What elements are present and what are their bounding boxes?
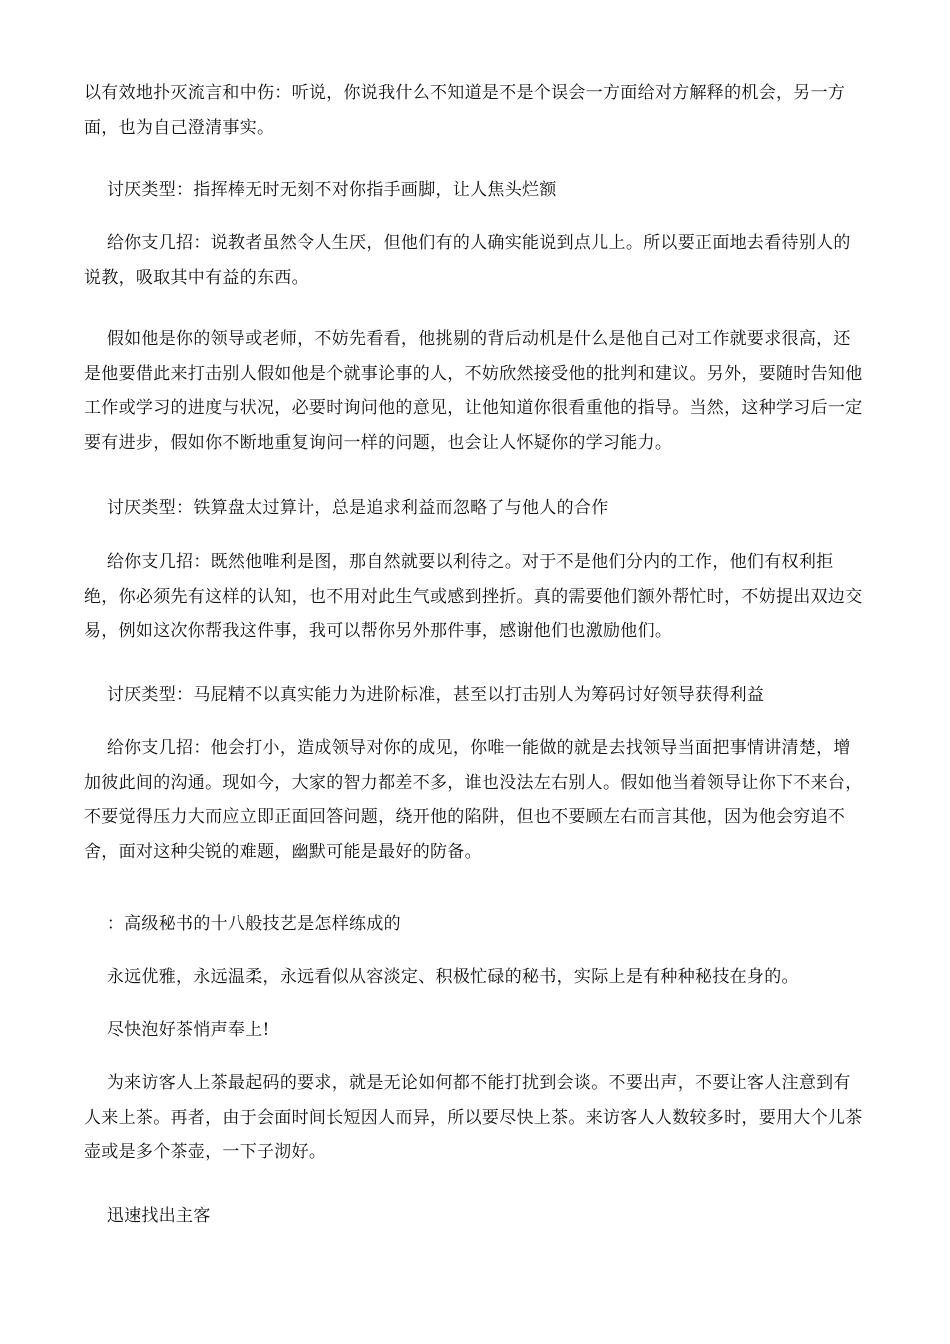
paragraph-leader-teacher: 假如他是你的领导或老师，不妨先看看，他挑剔的背后动机是什么是他自己对工作就要求很高，还是他要借此来打击别人假如他是个就事论事的人，不妨欣然接受他的批判和建议。另外，要随时告知他工作或学习的进度与状况，必要时询问他的意见，让他知道你很看重他的指导。当然，这种学习后一定要有进步，假如你不断地重复询问一样的问题，也会让人怀疑你的学习能力。 xyxy=(84,329,863,453)
section-title-secretary: ：高级秘书的十八般技艺是怎样练成的 xyxy=(84,914,401,934)
paragraph-tips-flatterer: 给你支几招：他会打小，造成领导对你的成见，你唯一能做的就是去找领导当面把事情讲清楚，增加彼此间的沟通。现如今，大家的智力都差不多，谁也没法左右别人。假如他当着领导让你下不来台，不要觉得压力大而应立即正面回答问题，绕开他的陷阱，但也不要顾左右而言其他，因为他会穷追不舍，面对这种尖锐的难题，幽默可能是最好的防备。 xyxy=(84,738,863,862)
heading-type-abacus: 讨厌类型：铁算盘太过算计，总是追求利益而忽略了与他人的合作 xyxy=(84,498,609,518)
heading-serve-tea: 尽快泡好茶悄声奉上! xyxy=(84,1020,270,1040)
heading-type-flatterer: 讨厌类型：马屁精不以真实能力为进阶标准，甚至以打击别人为筹码讨好领导获得利益 xyxy=(84,685,765,705)
paragraph-secretary-intro: 永远优雅，永远温柔，永远看似从容淡定、积极忙碌的秘书，实际上是有种种秘技在身的。 xyxy=(84,967,799,987)
heading-type-baton: 讨厌类型：指挥棒无时无刻不对你指手画脚，让人焦头烂额 xyxy=(84,180,557,200)
paragraph-rumor-continuation: 以有效地扑灭流言和中伤：听说，你说我什么不知道是不是个误会一方面给对方解释的机会，另一方面，也为自己澄清事实。 xyxy=(84,83,846,138)
heading-find-main-guest: 迅速找出主客 xyxy=(84,1206,211,1226)
paragraph-tips-baton: 给你支几招：说教者虽然令人生厌，但他们有的人确实能说到点儿上。所以要正面地去看待别人的说教，吸取其中有益的东西。 xyxy=(84,233,851,288)
paragraph-tips-abacus: 给你支几招：既然他唯利是图，那自然就要以利待之。对于不是他们分内的工作，他们有权利拒绝，你必须先有这样的认知，也不用对此生气或感到挫折。真的需要他们额外帮忙时，不妨提出双边交易，例如这次你帮我这件事，我可以帮你另外那件事，感谢他们也激励他们。 xyxy=(84,552,863,641)
paragraph-serve-tea: 为来访客人上茶最起码的要求，就是无论如何都不能打扰到会谈。不要出声，不要让客人注意到有人来上茶。再者，由于会面时间长短因人而异，所以要尽快上茶。来访客人人数较多时，要用大个儿茶壶或是多个茶壶，一下子沏好。 xyxy=(84,1073,863,1162)
